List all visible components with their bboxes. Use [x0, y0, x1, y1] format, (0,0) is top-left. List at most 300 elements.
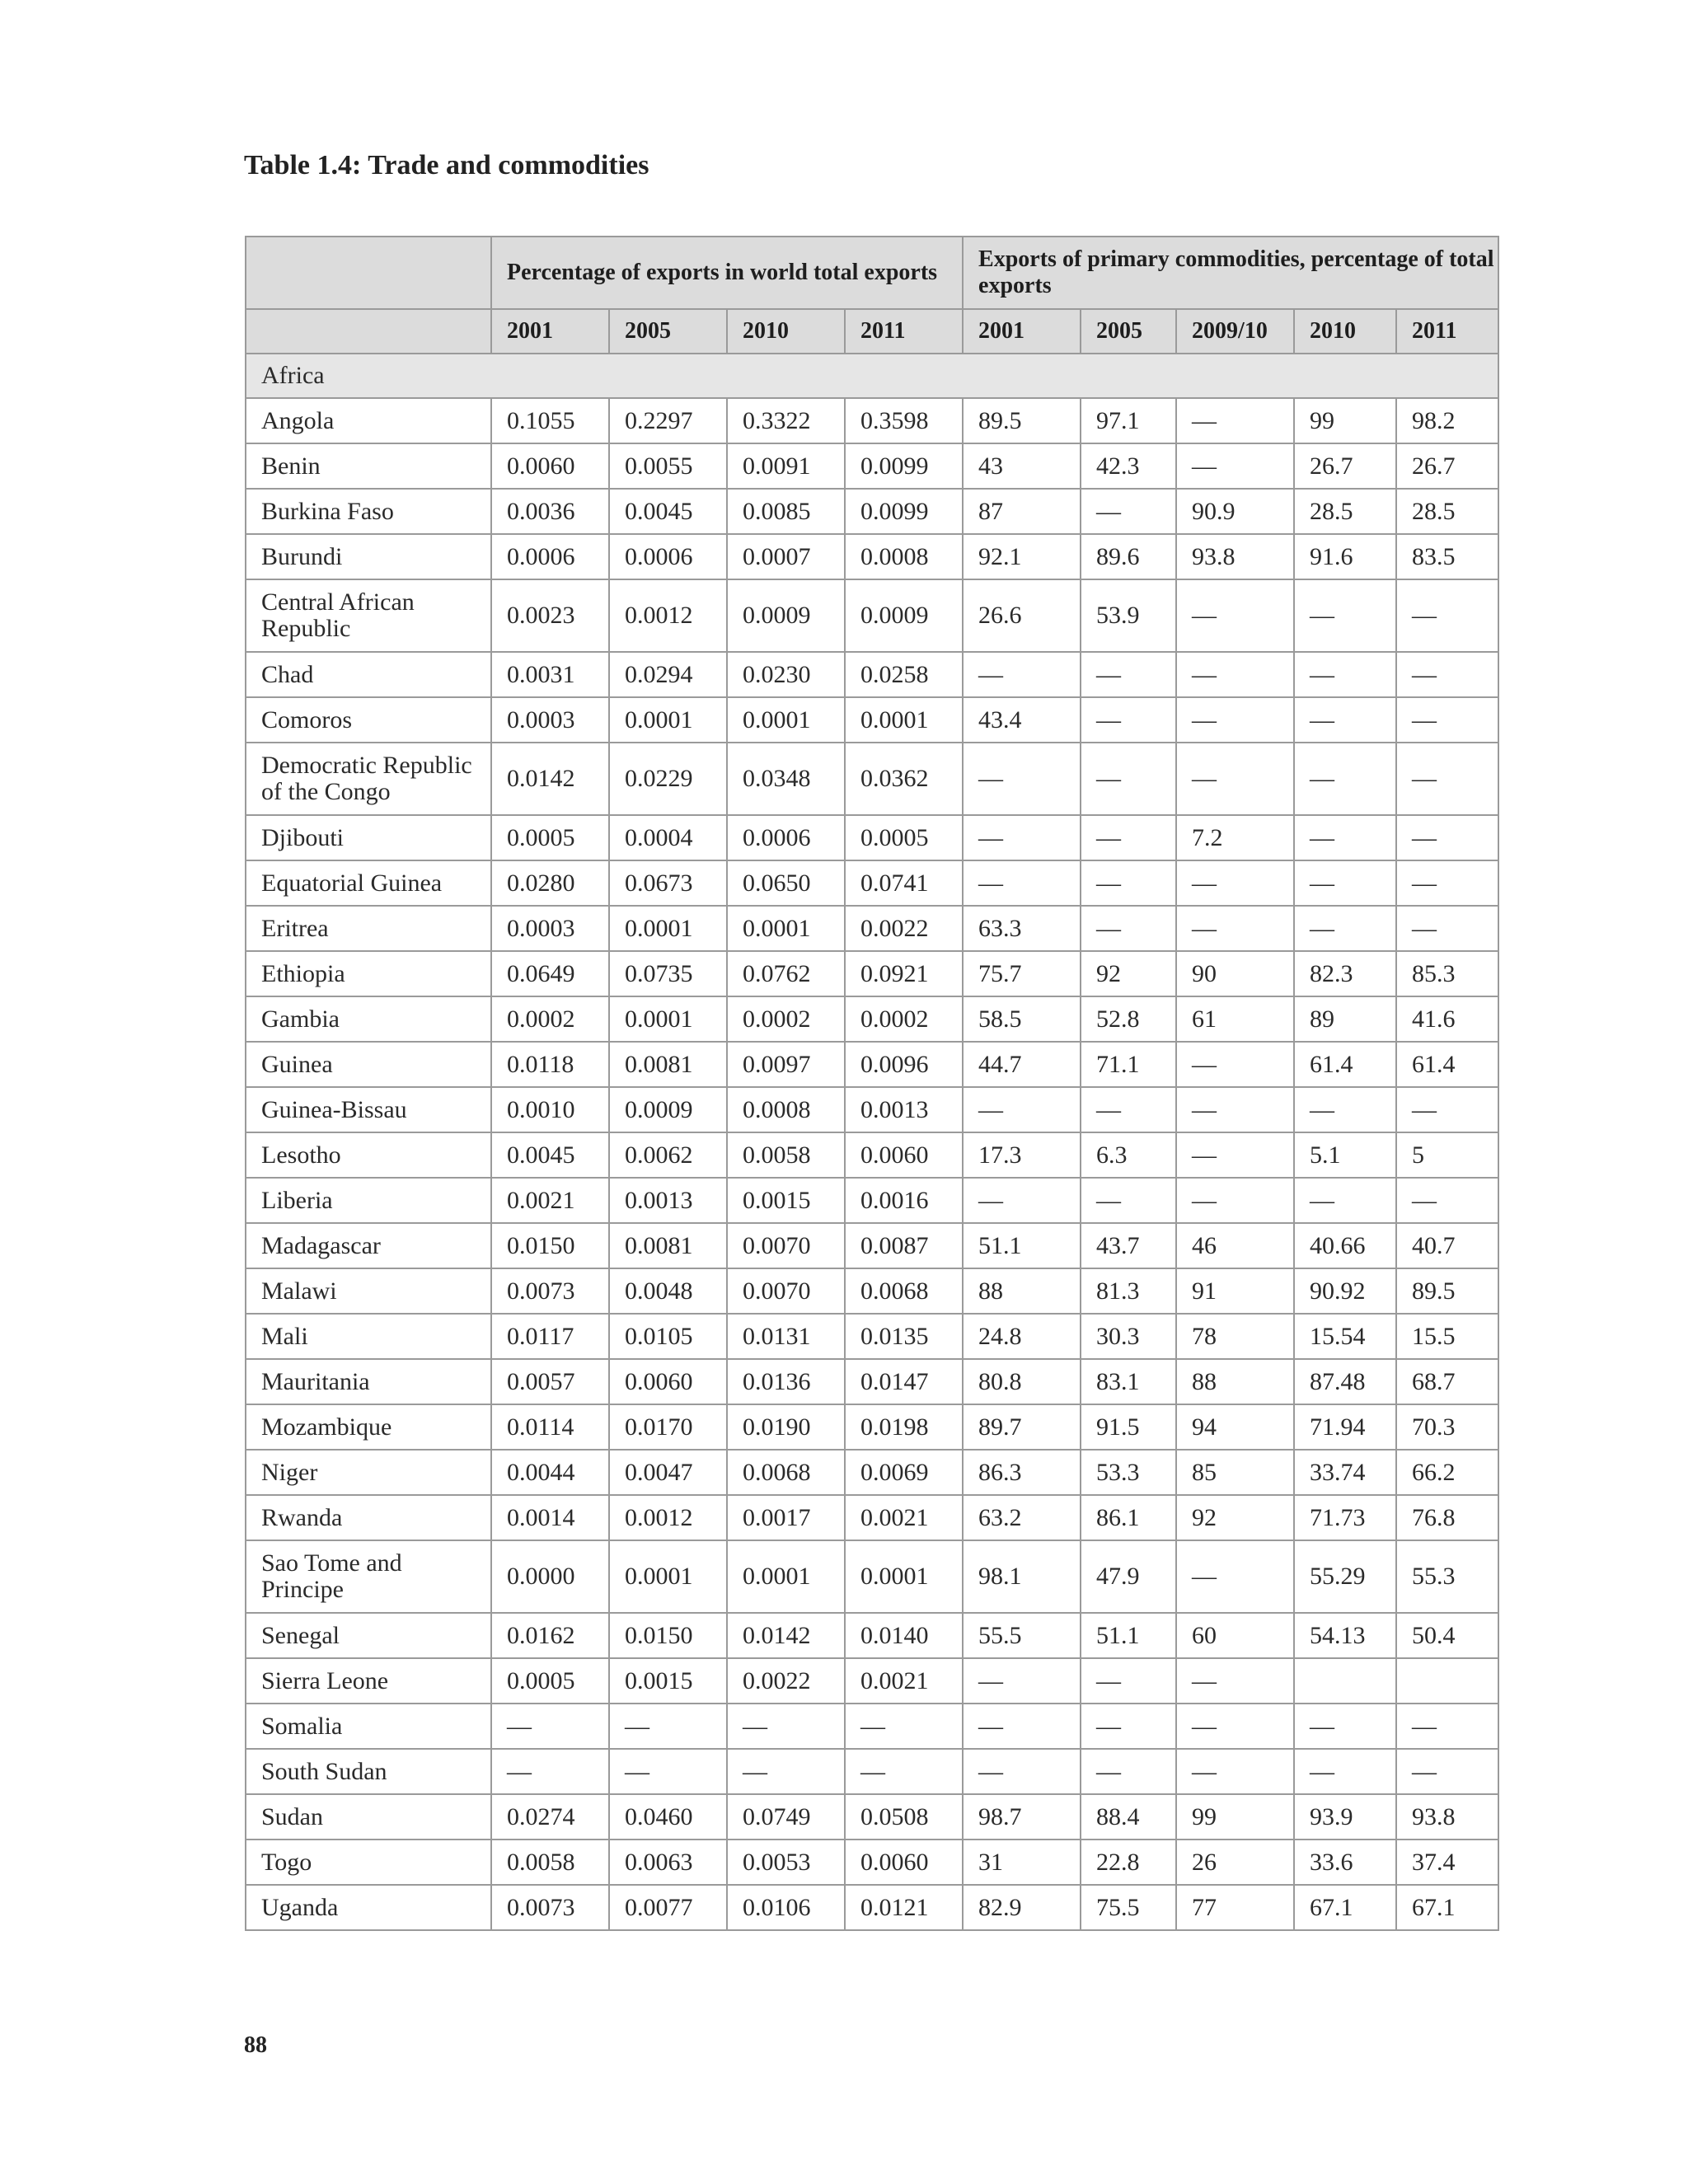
value-cell: 0.0008: [727, 1087, 845, 1132]
value-cell: 0.0673: [609, 860, 727, 906]
year-header-cell: 2010: [727, 309, 845, 354]
value-cell: 90.9: [1176, 489, 1294, 534]
table-row: [246, 1658, 1498, 1704]
value-cell: 0.0058: [491, 1840, 609, 1885]
year-header-cell: 2009/10: [1176, 309, 1294, 354]
value-cell: 33.74: [1294, 1450, 1396, 1495]
value-cell: 0.0162: [491, 1613, 609, 1658]
table-row: [246, 1495, 1498, 1540]
value-cell: 0.0003: [491, 697, 609, 743]
country-cell: Guinea: [246, 1042, 491, 1087]
value-cell: 17.3: [963, 1132, 1081, 1178]
value-cell: 85: [1176, 1450, 1294, 1495]
value-cell: —: [1396, 815, 1498, 860]
value-cell: 0.0106: [727, 1885, 845, 1930]
value-cell: —: [1294, 1749, 1396, 1794]
value-cell: 40.7: [1396, 1223, 1498, 1268]
value-cell: 0.0006: [491, 534, 609, 579]
value-cell: 28.5: [1294, 489, 1396, 534]
table-row: [246, 489, 1498, 534]
value-cell: 0.0081: [609, 1042, 727, 1087]
country-cell: Togo: [246, 1840, 491, 1885]
value-cell: 0.0055: [609, 443, 727, 489]
value-cell: —: [1396, 697, 1498, 743]
value-cell: 0.0741: [845, 860, 963, 906]
table-row: [246, 1450, 1498, 1495]
value-cell: —: [1396, 860, 1498, 906]
value-cell: 26.7: [1396, 443, 1498, 489]
value-cell: 77: [1176, 1885, 1294, 1930]
value-cell: 30.3: [1081, 1314, 1176, 1359]
value-cell: 86.3: [963, 1450, 1081, 1495]
value-cell: —: [1176, 443, 1294, 489]
value-cell: 81.3: [1081, 1268, 1176, 1314]
value-cell: 0.0073: [491, 1885, 609, 1930]
value-cell: 0.0012: [609, 579, 727, 652]
value-cell: 75.5: [1081, 1885, 1176, 1930]
value-cell: 98.1: [963, 1540, 1081, 1613]
table-row: [246, 1613, 1498, 1658]
country-cell: Burundi: [246, 534, 491, 579]
value-cell: 0.0009: [609, 1087, 727, 1132]
value-cell: 0.0081: [609, 1223, 727, 1268]
value-cell: 0.0508: [845, 1794, 963, 1840]
country-cell: Gambia: [246, 996, 491, 1042]
value-cell: 5.1: [1294, 1132, 1396, 1178]
value-cell: 5: [1396, 1132, 1498, 1178]
value-cell: —: [963, 815, 1081, 860]
value-cell: 0.0015: [727, 1178, 845, 1223]
country-cell: Comoros: [246, 697, 491, 743]
value-cell: 58.5: [963, 996, 1081, 1042]
value-cell: —: [1294, 1704, 1396, 1749]
year-header-cell: 2001: [963, 309, 1081, 354]
value-cell: —: [963, 743, 1081, 815]
value-cell: 75.7: [963, 951, 1081, 996]
table-row: [246, 743, 1498, 815]
value-cell: —: [1081, 697, 1176, 743]
value-cell: —: [1294, 815, 1396, 860]
table-body: [246, 354, 1498, 1930]
value-cell: 0.0009: [845, 579, 963, 652]
table-row: [246, 443, 1498, 489]
value-cell: 0.0001: [609, 697, 727, 743]
value-cell: 0.0003: [491, 906, 609, 951]
country-cell: Malawi: [246, 1268, 491, 1314]
country-cell: South Sudan: [246, 1749, 491, 1794]
value-cell: 0.0014: [491, 1495, 609, 1540]
table-row: [246, 1132, 1498, 1178]
value-cell: 46: [1176, 1223, 1294, 1268]
value-cell: 26.7: [1294, 443, 1396, 489]
value-cell: 76.8: [1396, 1495, 1498, 1540]
value-cell: 92: [1176, 1495, 1294, 1540]
value-cell: 60: [1176, 1613, 1294, 1658]
value-cell: 0.0170: [609, 1404, 727, 1450]
value-cell: 43.4: [963, 697, 1081, 743]
country-cell: Sudan: [246, 1794, 491, 1840]
country-cell: Senegal: [246, 1613, 491, 1658]
value-cell: 0.0114: [491, 1404, 609, 1450]
value-cell: 43.7: [1081, 1223, 1176, 1268]
table-row: [246, 697, 1498, 743]
value-cell: 55.29: [1294, 1540, 1396, 1613]
value-cell: 43: [963, 443, 1081, 489]
value-cell: 0.0118: [491, 1042, 609, 1087]
value-cell: 0.0762: [727, 951, 845, 996]
value-cell: —: [1396, 579, 1498, 652]
value-cell: 54.13: [1294, 1613, 1396, 1658]
value-cell: 0.0001: [727, 1540, 845, 1613]
page-title: Table 1.4: Trade and commodities: [244, 150, 649, 180]
year-header-cell: 2005: [1081, 309, 1176, 354]
table-row: [246, 1749, 1498, 1794]
value-cell: 0.0140: [845, 1613, 963, 1658]
value-cell: 0.0068: [727, 1450, 845, 1495]
value-cell: 89: [1294, 996, 1396, 1042]
value-cell: 78: [1176, 1314, 1294, 1359]
country-cell: Mauritania: [246, 1359, 491, 1404]
value-cell: —: [1396, 1749, 1498, 1794]
value-cell: 91.6: [1294, 534, 1396, 579]
value-cell: 70.3: [1396, 1404, 1498, 1450]
value-cell: 66.2: [1396, 1450, 1498, 1495]
value-cell: 0.0131: [727, 1314, 845, 1359]
table-row: [246, 534, 1498, 579]
value-cell: 0.0921: [845, 951, 963, 996]
value-cell: 0.0021: [845, 1495, 963, 1540]
table-row: [246, 579, 1498, 652]
value-cell: —: [1081, 1178, 1176, 1223]
value-cell: 93.8: [1176, 534, 1294, 579]
value-cell: 0.0136: [727, 1359, 845, 1404]
value-cell: —: [1081, 1658, 1176, 1704]
value-cell: 0.0150: [491, 1223, 609, 1268]
country-cell: Niger: [246, 1450, 491, 1495]
value-cell: —: [1294, 697, 1396, 743]
value-cell: —: [1176, 1540, 1294, 1613]
value-cell: 83.1: [1081, 1359, 1176, 1404]
value-cell: 0.0001: [845, 1540, 963, 1613]
value-cell: 0.0147: [845, 1359, 963, 1404]
value-cell: 0.0053: [727, 1840, 845, 1885]
value-cell: [1396, 1658, 1498, 1704]
value-cell: 0.0280: [491, 860, 609, 906]
value-cell: 0.0091: [727, 443, 845, 489]
value-cell: 0.0022: [727, 1658, 845, 1704]
table-row: [246, 860, 1498, 906]
country-cell: Uganda: [246, 1885, 491, 1930]
value-cell: 0.0048: [609, 1268, 727, 1314]
value-cell: 0.0013: [845, 1087, 963, 1132]
value-cell: 0.0031: [491, 652, 609, 697]
value-cell: —: [1396, 652, 1498, 697]
table-row: [246, 1042, 1498, 1087]
value-cell: 0.0085: [727, 489, 845, 534]
value-cell: 0.0060: [845, 1840, 963, 1885]
value-cell: 0.0001: [727, 697, 845, 743]
value-cell: 0.0001: [609, 1540, 727, 1613]
value-cell: 0.0045: [491, 1132, 609, 1178]
value-cell: 98.7: [963, 1794, 1081, 1840]
value-cell: 0.0036: [491, 489, 609, 534]
group-header-row: [246, 237, 1498, 309]
value-cell: 0.0063: [609, 1840, 727, 1885]
value-cell: 90.92: [1294, 1268, 1396, 1314]
value-cell: 0.0058: [727, 1132, 845, 1178]
value-cell: 67.1: [1396, 1885, 1498, 1930]
value-cell: 0.0017: [727, 1495, 845, 1540]
country-cell: Chad: [246, 652, 491, 697]
value-cell: 42.3: [1081, 443, 1176, 489]
value-cell: 0.0012: [609, 1495, 727, 1540]
value-cell: 0.0021: [845, 1658, 963, 1704]
value-cell: 0.0005: [491, 815, 609, 860]
value-cell: 97.1: [1081, 398, 1176, 443]
country-cell: Madagascar: [246, 1223, 491, 1268]
value-cell: 0.0749: [727, 1794, 845, 1840]
value-cell: 0.0062: [609, 1132, 727, 1178]
region-row: [246, 354, 1498, 398]
value-cell: 44.7: [963, 1042, 1081, 1087]
value-cell: 0.0068: [845, 1268, 963, 1314]
value-cell: 26: [1176, 1840, 1294, 1885]
value-cell: 0.0105: [609, 1314, 727, 1359]
value-cell: 92.1: [963, 534, 1081, 579]
value-cell: 80.8: [963, 1359, 1081, 1404]
value-cell: —: [845, 1704, 963, 1749]
value-cell: 67.1: [1294, 1885, 1396, 1930]
table-row: [246, 951, 1498, 996]
value-cell: 0.0010: [491, 1087, 609, 1132]
value-cell: —: [1176, 1132, 1294, 1178]
value-cell: [1294, 1658, 1396, 1704]
value-cell: 0.0274: [491, 1794, 609, 1840]
value-cell: 0.0008: [845, 534, 963, 579]
table-row: [246, 1314, 1498, 1359]
value-cell: 99: [1294, 398, 1396, 443]
value-cell: 41.6: [1396, 996, 1498, 1042]
value-cell: —: [1176, 1042, 1294, 1087]
value-cell: 0.0099: [845, 443, 963, 489]
value-cell: 51.1: [963, 1223, 1081, 1268]
value-cell: 89.6: [1081, 534, 1176, 579]
table-row: [246, 1087, 1498, 1132]
value-cell: 0.0096: [845, 1042, 963, 1087]
value-cell: —: [1176, 579, 1294, 652]
value-cell: —: [1176, 1087, 1294, 1132]
country-cell: Djibouti: [246, 815, 491, 860]
table-row: [246, 652, 1498, 697]
value-cell: 0.0002: [845, 996, 963, 1042]
value-cell: 0.0150: [609, 1613, 727, 1658]
table-row: [246, 1840, 1498, 1885]
trade-table-container: [245, 236, 1499, 1931]
value-cell: —: [491, 1704, 609, 1749]
value-cell: —: [1176, 652, 1294, 697]
value-cell: 7.2: [1176, 815, 1294, 860]
value-cell: 0.0005: [845, 815, 963, 860]
value-cell: 40.66: [1294, 1223, 1396, 1268]
value-cell: —: [1176, 398, 1294, 443]
value-cell: 88.4: [1081, 1794, 1176, 1840]
value-cell: 88: [963, 1268, 1081, 1314]
value-cell: 0.0073: [491, 1268, 609, 1314]
value-cell: 55.3: [1396, 1540, 1498, 1613]
value-cell: 15.54: [1294, 1314, 1396, 1359]
value-cell: —: [1176, 906, 1294, 951]
value-cell: 0.0198: [845, 1404, 963, 1450]
value-cell: 0.0009: [727, 579, 845, 652]
value-cell: 0.0002: [491, 996, 609, 1042]
table-row: [246, 1359, 1498, 1404]
value-cell: —: [1294, 1087, 1396, 1132]
value-cell: 0.0229: [609, 743, 727, 815]
value-cell: 0.0069: [845, 1450, 963, 1495]
value-cell: 50.4: [1396, 1613, 1498, 1658]
value-cell: 93.9: [1294, 1794, 1396, 1840]
value-cell: 53.3: [1081, 1450, 1176, 1495]
country-cell: Liberia: [246, 1178, 491, 1223]
value-cell: 0.0022: [845, 906, 963, 951]
value-cell: 0.2297: [609, 398, 727, 443]
value-cell: 82.3: [1294, 951, 1396, 996]
country-cell: Central African Republic: [246, 579, 491, 652]
value-cell: 0.0190: [727, 1404, 845, 1450]
value-cell: —: [1081, 815, 1176, 860]
value-cell: 0.0735: [609, 951, 727, 996]
value-cell: —: [963, 1704, 1081, 1749]
value-cell: 47.9: [1081, 1540, 1176, 1613]
value-cell: 71.94: [1294, 1404, 1396, 1450]
year-header-cell: 2001: [491, 309, 609, 354]
value-cell: —: [963, 860, 1081, 906]
value-cell: —: [1396, 906, 1498, 951]
value-cell: 33.6: [1294, 1840, 1396, 1885]
value-cell: 0.0005: [491, 1658, 609, 1704]
value-cell: —: [1396, 1704, 1498, 1749]
value-cell: —: [1176, 697, 1294, 743]
value-cell: 6.3: [1081, 1132, 1176, 1178]
value-cell: 0.0142: [491, 743, 609, 815]
value-cell: 61: [1176, 996, 1294, 1042]
value-cell: —: [1294, 860, 1396, 906]
country-cell: Ethiopia: [246, 951, 491, 996]
corner-cell: [246, 237, 491, 309]
value-cell: 85.3: [1396, 951, 1498, 996]
value-cell: 0.0001: [727, 906, 845, 951]
value-cell: 0.0006: [609, 534, 727, 579]
value-cell: 55.5: [963, 1613, 1081, 1658]
value-cell: —: [1176, 1704, 1294, 1749]
value-cell: 0.0044: [491, 1450, 609, 1495]
table-row: [246, 815, 1498, 860]
table-row: [246, 1540, 1498, 1613]
value-cell: 28.5: [1396, 489, 1498, 534]
country-cell: Mali: [246, 1314, 491, 1359]
value-cell: 0.0117: [491, 1314, 609, 1359]
value-cell: 0.0060: [491, 443, 609, 489]
value-cell: 87.48: [1294, 1359, 1396, 1404]
value-cell: 0.0004: [609, 815, 727, 860]
year-corner-cell: [246, 309, 491, 354]
year-header-cell: 2011: [845, 309, 963, 354]
trade-commodities-table: [245, 236, 1499, 1931]
table-row: [246, 1794, 1498, 1840]
region-label: Africa: [246, 354, 1498, 398]
value-cell: 91: [1176, 1268, 1294, 1314]
value-cell: 15.5: [1396, 1314, 1498, 1359]
value-cell: 0.0060: [609, 1359, 727, 1404]
value-cell: 0.0649: [491, 951, 609, 996]
country-cell: Rwanda: [246, 1495, 491, 1540]
value-cell: —: [1081, 906, 1176, 951]
value-cell: —: [1294, 1178, 1396, 1223]
value-cell: —: [1294, 579, 1396, 652]
value-cell: 71.73: [1294, 1495, 1396, 1540]
country-cell: Burkina Faso: [246, 489, 491, 534]
value-cell: 93.8: [1396, 1794, 1498, 1840]
value-cell: 0.0362: [845, 743, 963, 815]
value-cell: 0.0258: [845, 652, 963, 697]
value-cell: 0.0060: [845, 1132, 963, 1178]
value-cell: —: [1176, 1658, 1294, 1704]
value-cell: 0.0001: [609, 906, 727, 951]
table-row: [246, 996, 1498, 1042]
value-cell: 0.0013: [609, 1178, 727, 1223]
value-cell: 22.8: [1081, 1840, 1176, 1885]
value-cell: 71.1: [1081, 1042, 1176, 1087]
country-cell: Guinea-Bissau: [246, 1087, 491, 1132]
value-cell: 82.9: [963, 1885, 1081, 1930]
table-row: [246, 1404, 1498, 1450]
value-cell: —: [1176, 1749, 1294, 1794]
country-cell: Democratic Republic of the Congo: [246, 743, 491, 815]
value-cell: 63.2: [963, 1495, 1081, 1540]
value-cell: 0.0001: [609, 996, 727, 1042]
value-cell: 52.8: [1081, 996, 1176, 1042]
year-header-cell: 2011: [1396, 309, 1498, 354]
value-cell: 0.1055: [491, 398, 609, 443]
value-cell: 0.0057: [491, 1359, 609, 1404]
value-cell: 0.0016: [845, 1178, 963, 1223]
value-cell: 0.0023: [491, 579, 609, 652]
value-cell: 0.0077: [609, 1885, 727, 1930]
value-cell: 86.1: [1081, 1495, 1176, 1540]
table-row: [246, 1268, 1498, 1314]
value-cell: 61.4: [1396, 1042, 1498, 1087]
value-cell: —: [1081, 652, 1176, 697]
value-cell: —: [1396, 1178, 1498, 1223]
value-cell: 0.0121: [845, 1885, 963, 1930]
value-cell: —: [727, 1704, 845, 1749]
value-cell: 0.0070: [727, 1223, 845, 1268]
value-cell: 31: [963, 1840, 1081, 1885]
country-cell: Sierra Leone: [246, 1658, 491, 1704]
country-cell: Eritrea: [246, 906, 491, 951]
value-cell: —: [845, 1749, 963, 1794]
value-cell: —: [963, 652, 1081, 697]
world-exports-header: Percentage of exports in world total exports: [491, 237, 963, 309]
table-row: [246, 1704, 1498, 1749]
table-row: [246, 1178, 1498, 1223]
value-cell: —: [963, 1087, 1081, 1132]
value-cell: 89.5: [1396, 1268, 1498, 1314]
value-cell: 0.0230: [727, 652, 845, 697]
value-cell: —: [1396, 743, 1498, 815]
value-cell: —: [491, 1749, 609, 1794]
value-cell: 0.0087: [845, 1223, 963, 1268]
